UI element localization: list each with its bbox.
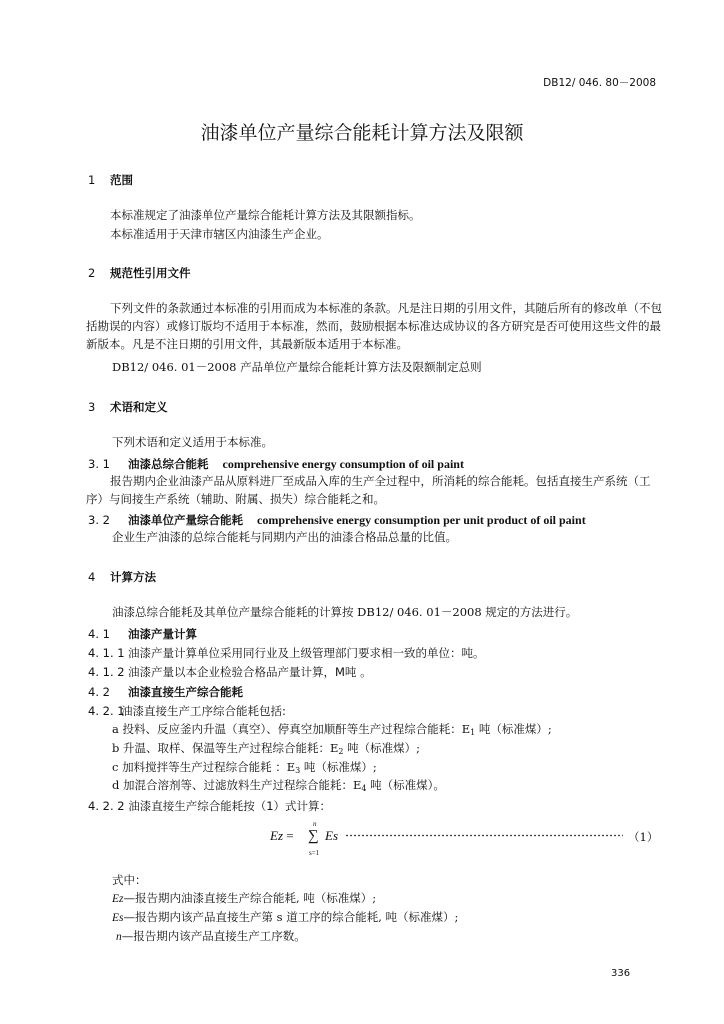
section-number: 4 bbox=[88, 570, 96, 584]
section-number: 1 bbox=[88, 173, 96, 187]
summation-lower: s=1 bbox=[309, 849, 320, 857]
page-number: 336 bbox=[611, 968, 631, 979]
term-3-1-heading bbox=[88, 456, 464, 472]
summation-upper: n bbox=[313, 820, 317, 828]
term-english: comprehensive energy consumption per unit product of oil paint bbox=[257, 513, 586, 527]
page-title: 油漆单位产量综合能耗计算方法及限额 bbox=[200, 122, 524, 144]
where-label: 式中： bbox=[112, 873, 147, 887]
clause-4-2-1 bbox=[88, 703, 286, 719]
term-english: comprehensive energy consumption of oil paint bbox=[222, 457, 464, 471]
list-item: a 投料、反应釜内升温（真空）、停真空加顺酐等生产过程综合能耗：E1 吨（标准煤）; bbox=[112, 722, 552, 737]
clause-number: 4. 2. 1 bbox=[88, 704, 125, 718]
clause-4-2-2: 4. 2. 2 油漆直接生产综合能耗按（1）式计算： bbox=[88, 799, 332, 813]
paragraph: 下列文件的条款通过本标准的引用而成为本标准的条款。凡是注日期的引用文件，其随后所有的修改单（不包括勘误的内容）或修订版均不适用于本标准，然而，鼓励根据本标准达成协议的各方研究是否可使用这些文件的最新版本。凡是不注日期的引用文件，其最新版本适用于本标准。 bbox=[86, 301, 662, 351]
section-2-heading bbox=[88, 265, 191, 281]
section-title: 计算方法 bbox=[110, 570, 156, 584]
clause-number: 4. 2 bbox=[88, 685, 110, 699]
term-chinese: 油漆总综合能耗 bbox=[128, 457, 209, 471]
summation-icon: ∑ bbox=[308, 828, 319, 844]
term-chinese: 油漆单位产量综合能耗 bbox=[128, 513, 243, 527]
section-3-heading bbox=[88, 399, 168, 415]
list-item: d 加混合溶剂等、过滤放料生产过程综合能耗：E4 吨（标准煤）。 bbox=[112, 778, 445, 793]
clause-number: 3. 2 bbox=[88, 513, 110, 527]
document-number: DB12/ 046. 80－2008 bbox=[543, 77, 656, 89]
normative-reference: DB12/ 046. 01－2008 产品单位产量综合能耗计算方法及限额制定总则 bbox=[112, 360, 482, 374]
formula-lhs: Ez bbox=[270, 828, 283, 843]
section-title: 规范性引用文件 bbox=[110, 266, 191, 280]
clause-4-1-2 bbox=[88, 664, 372, 680]
clause-text: 油漆直接生产工序综合能耗包括: bbox=[121, 704, 286, 718]
equation-number: （1） bbox=[628, 830, 659, 844]
list-item: c 加料搅拌等生产过程综合能耗 ：E3 吨（标准煤）; bbox=[112, 760, 377, 775]
section-title: 范围 bbox=[110, 173, 133, 187]
clause-title: 油漆产量计算 bbox=[128, 627, 197, 641]
list-item: b 升温、取样、保温等生产过程综合能耗：E2 吨（标准煤）; bbox=[112, 741, 421, 756]
variable-definition: Es—报告期内该产品直接生产第 s 道工序的综合能耗, 吨（标准煤）; bbox=[112, 910, 459, 924]
clause-4-1-1 bbox=[88, 645, 485, 661]
term-definition: 企业生产油漆的总综合能耗与同期内产出的油漆合格品总量的比值。 bbox=[112, 530, 457, 544]
section-4-heading bbox=[88, 569, 156, 585]
clause-number: 4. 1. 1 bbox=[88, 646, 125, 660]
section-number: 3 bbox=[88, 400, 96, 414]
section-1-heading bbox=[88, 172, 133, 188]
term-3-2-heading bbox=[88, 512, 586, 528]
formula bbox=[270, 828, 294, 844]
section-number: 2 bbox=[88, 266, 96, 280]
variable-definition: n—报告期内该产品直接生产工序数。 bbox=[116, 929, 306, 943]
term-definition: 报告期内企业油漆产品从原料进厂至成品入库的生产全过程中，所消耗的综合能耗。包括直接生产系统（工序）与间接生产系统（辅助、附属、损失）综合能耗之和。 bbox=[86, 474, 651, 506]
clause-text: 油漆产量以本企业检验合格品产量计算，M吨 。 bbox=[128, 665, 372, 679]
clause-4-2-heading bbox=[88, 684, 243, 700]
paragraph: 下列术语和定义适用于本标准。 bbox=[112, 435, 273, 449]
clause-number: 4. 1. 2 bbox=[88, 665, 125, 679]
clause-text: 油漆产量计算单位采用同行业及上级管理部门要求相一致的单位：吨。 bbox=[128, 646, 485, 660]
formula-rhs: Es bbox=[325, 828, 338, 843]
section-title: 术语和定义 bbox=[110, 400, 168, 414]
clause-number: 4. 1 bbox=[88, 627, 110, 641]
formula-equals: = bbox=[283, 828, 294, 843]
paragraph: 油漆总综合能耗及其单位产量综合能耗的计算按 DB12/ 046. 01－2008 规定的方法进行。 bbox=[112, 605, 578, 619]
clause-title: 油漆直接生产综合能耗 bbox=[128, 685, 243, 699]
paragraph: 本标准规定了油漆单位产量综合能耗计算方法及其限额指标。 bbox=[110, 208, 421, 222]
clause-4-1-heading bbox=[88, 626, 197, 642]
paragraph: 本标准适用于天津市辖区内油漆生产企业。 bbox=[110, 227, 329, 241]
clause-number: 3. 1 bbox=[88, 457, 110, 471]
leader-dots bbox=[345, 834, 623, 837]
variable-definition: Ez—报告期内油漆直接生产综合能耗, 吨（标准煤）; bbox=[112, 891, 377, 905]
